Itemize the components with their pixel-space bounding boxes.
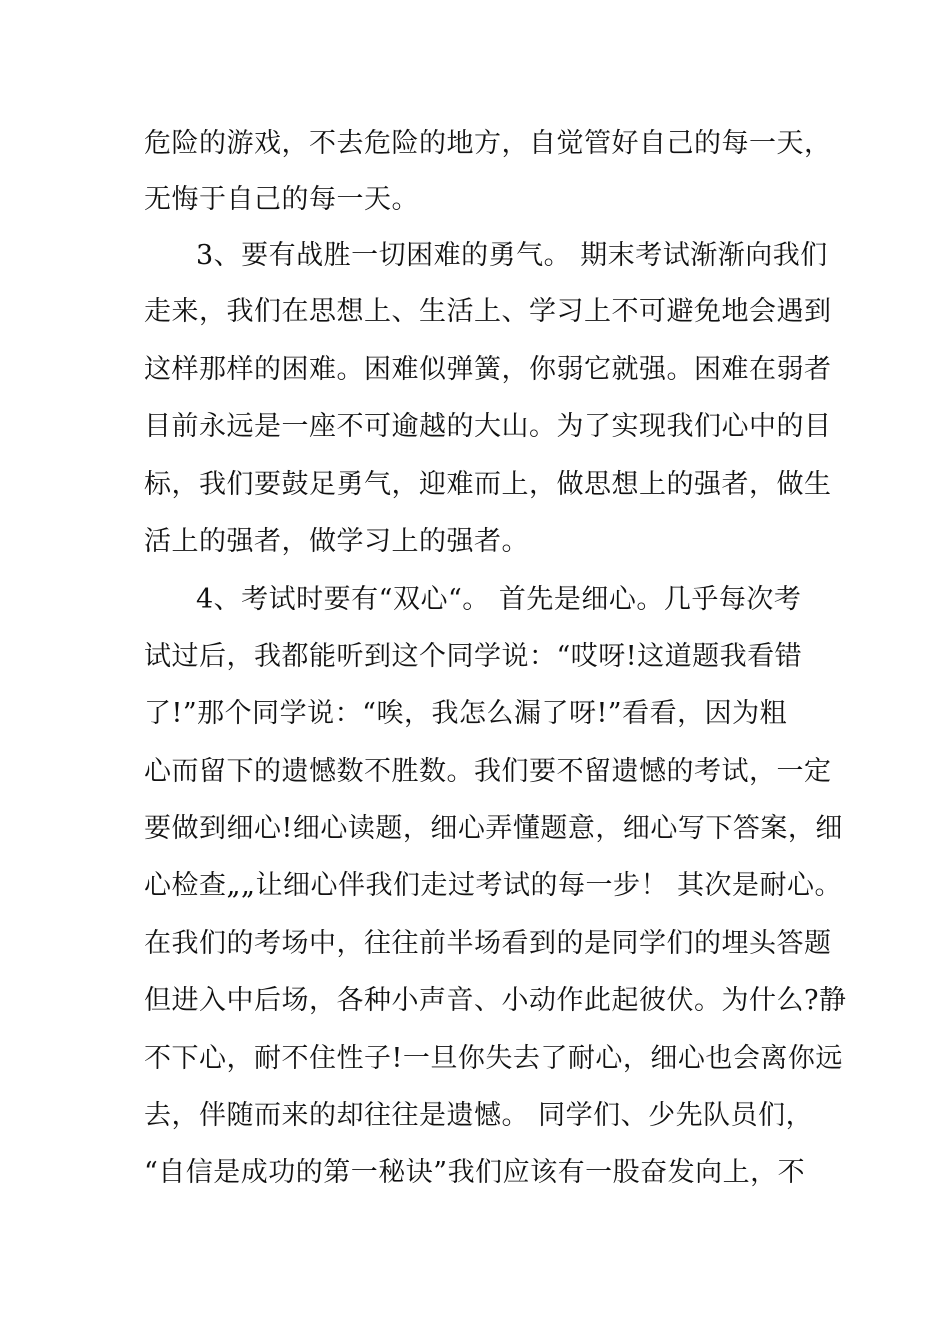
text-line: 这样那样的困难。困难似弹簧，你弱它就强。困难在弱者: [144, 354, 832, 385]
text-line: “自信是成功的第一秘诀”我们应该有一股奋发向上，不: [144, 1157, 806, 1188]
text-line: 目前永远是一座不可逾越的大山。为了实现我们心中的目: [144, 411, 832, 442]
text-line: 标，我们要鼓足勇气，迎难而上，做思想上的强者，做生: [144, 469, 832, 500]
text-line: 走来，我们在思想上、生活上、学习上不可避免地会遇到: [144, 296, 832, 327]
paragraph-heading-3: 3、要有战胜一切困难的勇气。 期末考试渐渐向我们: [196, 240, 828, 271]
text-line: 不下心，耐不住性子!一旦你失去了耐心，细心也会离你远: [144, 1043, 843, 1074]
text-line: 危险的游戏，不去危险的地方，自觉管好自己的每一天，: [144, 128, 832, 159]
text-line: 活上的强者，做学习上的强者。: [144, 526, 529, 557]
text-line: 心而留下的遗憾数不胜数。我们要不留遗憾的考试，一定: [144, 756, 832, 787]
text-line: 去，伴随而来的却往往是遗憾。 同学们、少先队员们，: [144, 1100, 814, 1131]
text-line: 在我们的考场中，往往前半场看到的是同学们的埋头答题: [144, 928, 832, 959]
text-line: 了!”那个同学说：“唉，我怎么漏了呀!”看看，因为粗: [144, 698, 788, 729]
text-line: 要做到细心!细心读题，细心弄懂题意，细心写下答案，细: [144, 813, 843, 844]
text-line: 试过后，我都能听到这个同学说：“哎呀!这道题我看错: [144, 641, 803, 672]
text-line: 无悔于自己的每一天。: [144, 184, 419, 215]
text-line: 心检查„„让细心伴我们走过考试的每一步！ 其次是耐心。: [144, 870, 843, 901]
paragraph-heading-4: 4、考试时要有“双心“。 首先是细心。几乎每次考: [196, 584, 802, 615]
text-line: 但进入中后场，各种小声音、小动作此起彼伏。为什么?静: [144, 985, 847, 1016]
